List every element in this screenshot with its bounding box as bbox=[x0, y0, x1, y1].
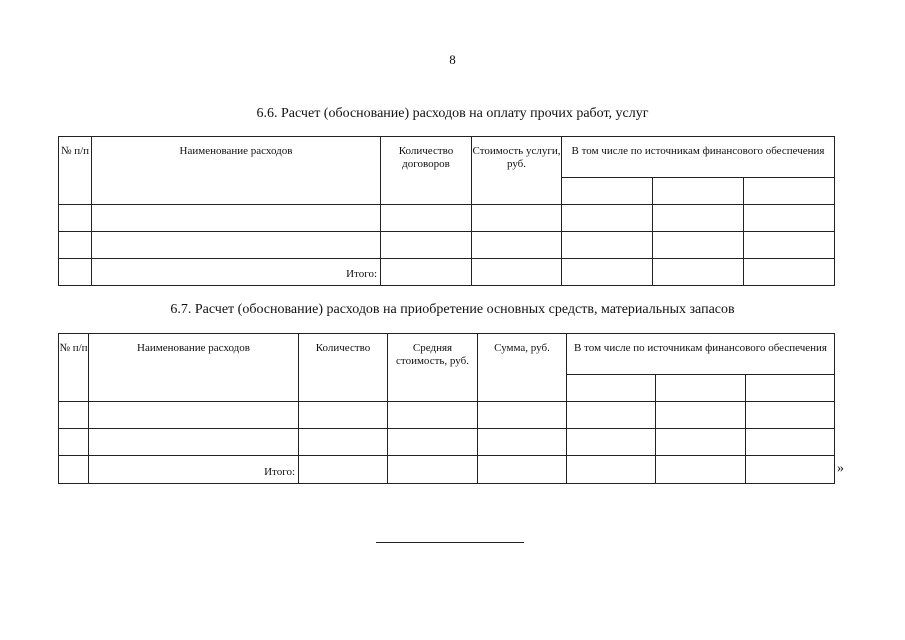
table-cell[interactable] bbox=[478, 429, 567, 456]
total-cell[interactable] bbox=[299, 456, 388, 484]
footer-divider bbox=[376, 542, 524, 543]
table-cell[interactable] bbox=[472, 205, 562, 232]
expenses-table-6-7 bbox=[58, 333, 835, 484]
table-cell[interactable] bbox=[89, 402, 299, 429]
table-cell[interactable] bbox=[92, 205, 381, 232]
source-subcol-3 bbox=[746, 375, 835, 402]
col-header-avg-cost: Средняя стоимость, руб. bbox=[388, 334, 478, 402]
table-cell[interactable] bbox=[381, 205, 472, 232]
total-cell[interactable] bbox=[656, 456, 746, 484]
table-cell[interactable] bbox=[381, 232, 472, 259]
table-cell[interactable] bbox=[89, 429, 299, 456]
table-row bbox=[59, 205, 835, 232]
col-header-num: № п/п bbox=[59, 334, 89, 402]
total-label: Итого: bbox=[92, 259, 381, 286]
table-row bbox=[59, 429, 835, 456]
table-cell[interactable] bbox=[59, 429, 89, 456]
table-row bbox=[59, 232, 835, 259]
table-cell[interactable] bbox=[299, 429, 388, 456]
table-cell[interactable] bbox=[59, 402, 89, 429]
table-cell[interactable] bbox=[653, 205, 744, 232]
total-cell[interactable] bbox=[744, 259, 835, 286]
col-header-name: Наименование расходов bbox=[89, 334, 299, 402]
col-header-sources: В том числе по источникам финансового обеспечения bbox=[562, 137, 835, 178]
table-cell bbox=[59, 259, 92, 286]
total-cell[interactable] bbox=[653, 259, 744, 286]
total-cell[interactable] bbox=[746, 456, 835, 484]
table-cell[interactable] bbox=[92, 232, 381, 259]
source-subcol-1 bbox=[562, 178, 653, 205]
source-subcol-2 bbox=[653, 178, 744, 205]
table-cell[interactable] bbox=[299, 402, 388, 429]
table-cell[interactable] bbox=[653, 232, 744, 259]
table-cell[interactable] bbox=[744, 232, 835, 259]
page-number: 8 bbox=[449, 52, 456, 67]
col-header-name: Наименование расходов bbox=[92, 137, 381, 205]
col-header-cost: Стоимость услуги, руб. bbox=[472, 137, 562, 205]
total-row bbox=[59, 259, 835, 286]
table-row bbox=[59, 402, 835, 429]
col-header-sources: В том числе по источникам финансового обеспечения bbox=[567, 334, 835, 375]
total-cell[interactable] bbox=[567, 456, 656, 484]
table-cell[interactable] bbox=[567, 429, 656, 456]
total-cell[interactable] bbox=[478, 456, 567, 484]
source-subcol-1 bbox=[567, 375, 656, 402]
total-label: Итого: bbox=[89, 456, 299, 484]
table-cell[interactable] bbox=[388, 402, 478, 429]
table-cell[interactable] bbox=[59, 232, 92, 259]
table-cell[interactable] bbox=[562, 205, 653, 232]
col-header-qty: Количество bbox=[299, 334, 388, 402]
table-cell[interactable] bbox=[656, 402, 746, 429]
table-cell[interactable] bbox=[746, 402, 835, 429]
table-cell[interactable] bbox=[744, 205, 835, 232]
table-cell[interactable] bbox=[656, 429, 746, 456]
table-cell bbox=[59, 456, 89, 484]
section-6-6-title: 6.6. Расчет (обоснование) расходов на оплату прочих работ, услуг bbox=[256, 106, 649, 121]
section-6-7-title: 6.7. Расчет (обоснование) расходов на приобретение основных средств, материальных запасов bbox=[170, 302, 735, 317]
table-cell[interactable] bbox=[562, 232, 653, 259]
source-subcol-2 bbox=[656, 375, 746, 402]
total-cell[interactable] bbox=[388, 456, 478, 484]
total-cell[interactable] bbox=[562, 259, 653, 286]
table-cell[interactable] bbox=[746, 429, 835, 456]
total-row bbox=[59, 456, 835, 484]
table-cell[interactable] bbox=[478, 402, 567, 429]
expenses-table-6-6 bbox=[58, 136, 835, 286]
closing-quote-mark: » bbox=[837, 461, 844, 476]
source-subcol-3 bbox=[744, 178, 835, 205]
table-cell[interactable] bbox=[388, 429, 478, 456]
col-header-contracts: Количество договоров bbox=[381, 137, 472, 205]
col-header-num: № п/п bbox=[59, 137, 92, 205]
col-header-sum: Сумма, руб. bbox=[478, 334, 567, 402]
table-cell[interactable] bbox=[59, 205, 92, 232]
table-cell[interactable] bbox=[567, 402, 656, 429]
total-cell[interactable] bbox=[472, 259, 562, 286]
total-cell[interactable] bbox=[381, 259, 472, 286]
table-cell[interactable] bbox=[472, 232, 562, 259]
